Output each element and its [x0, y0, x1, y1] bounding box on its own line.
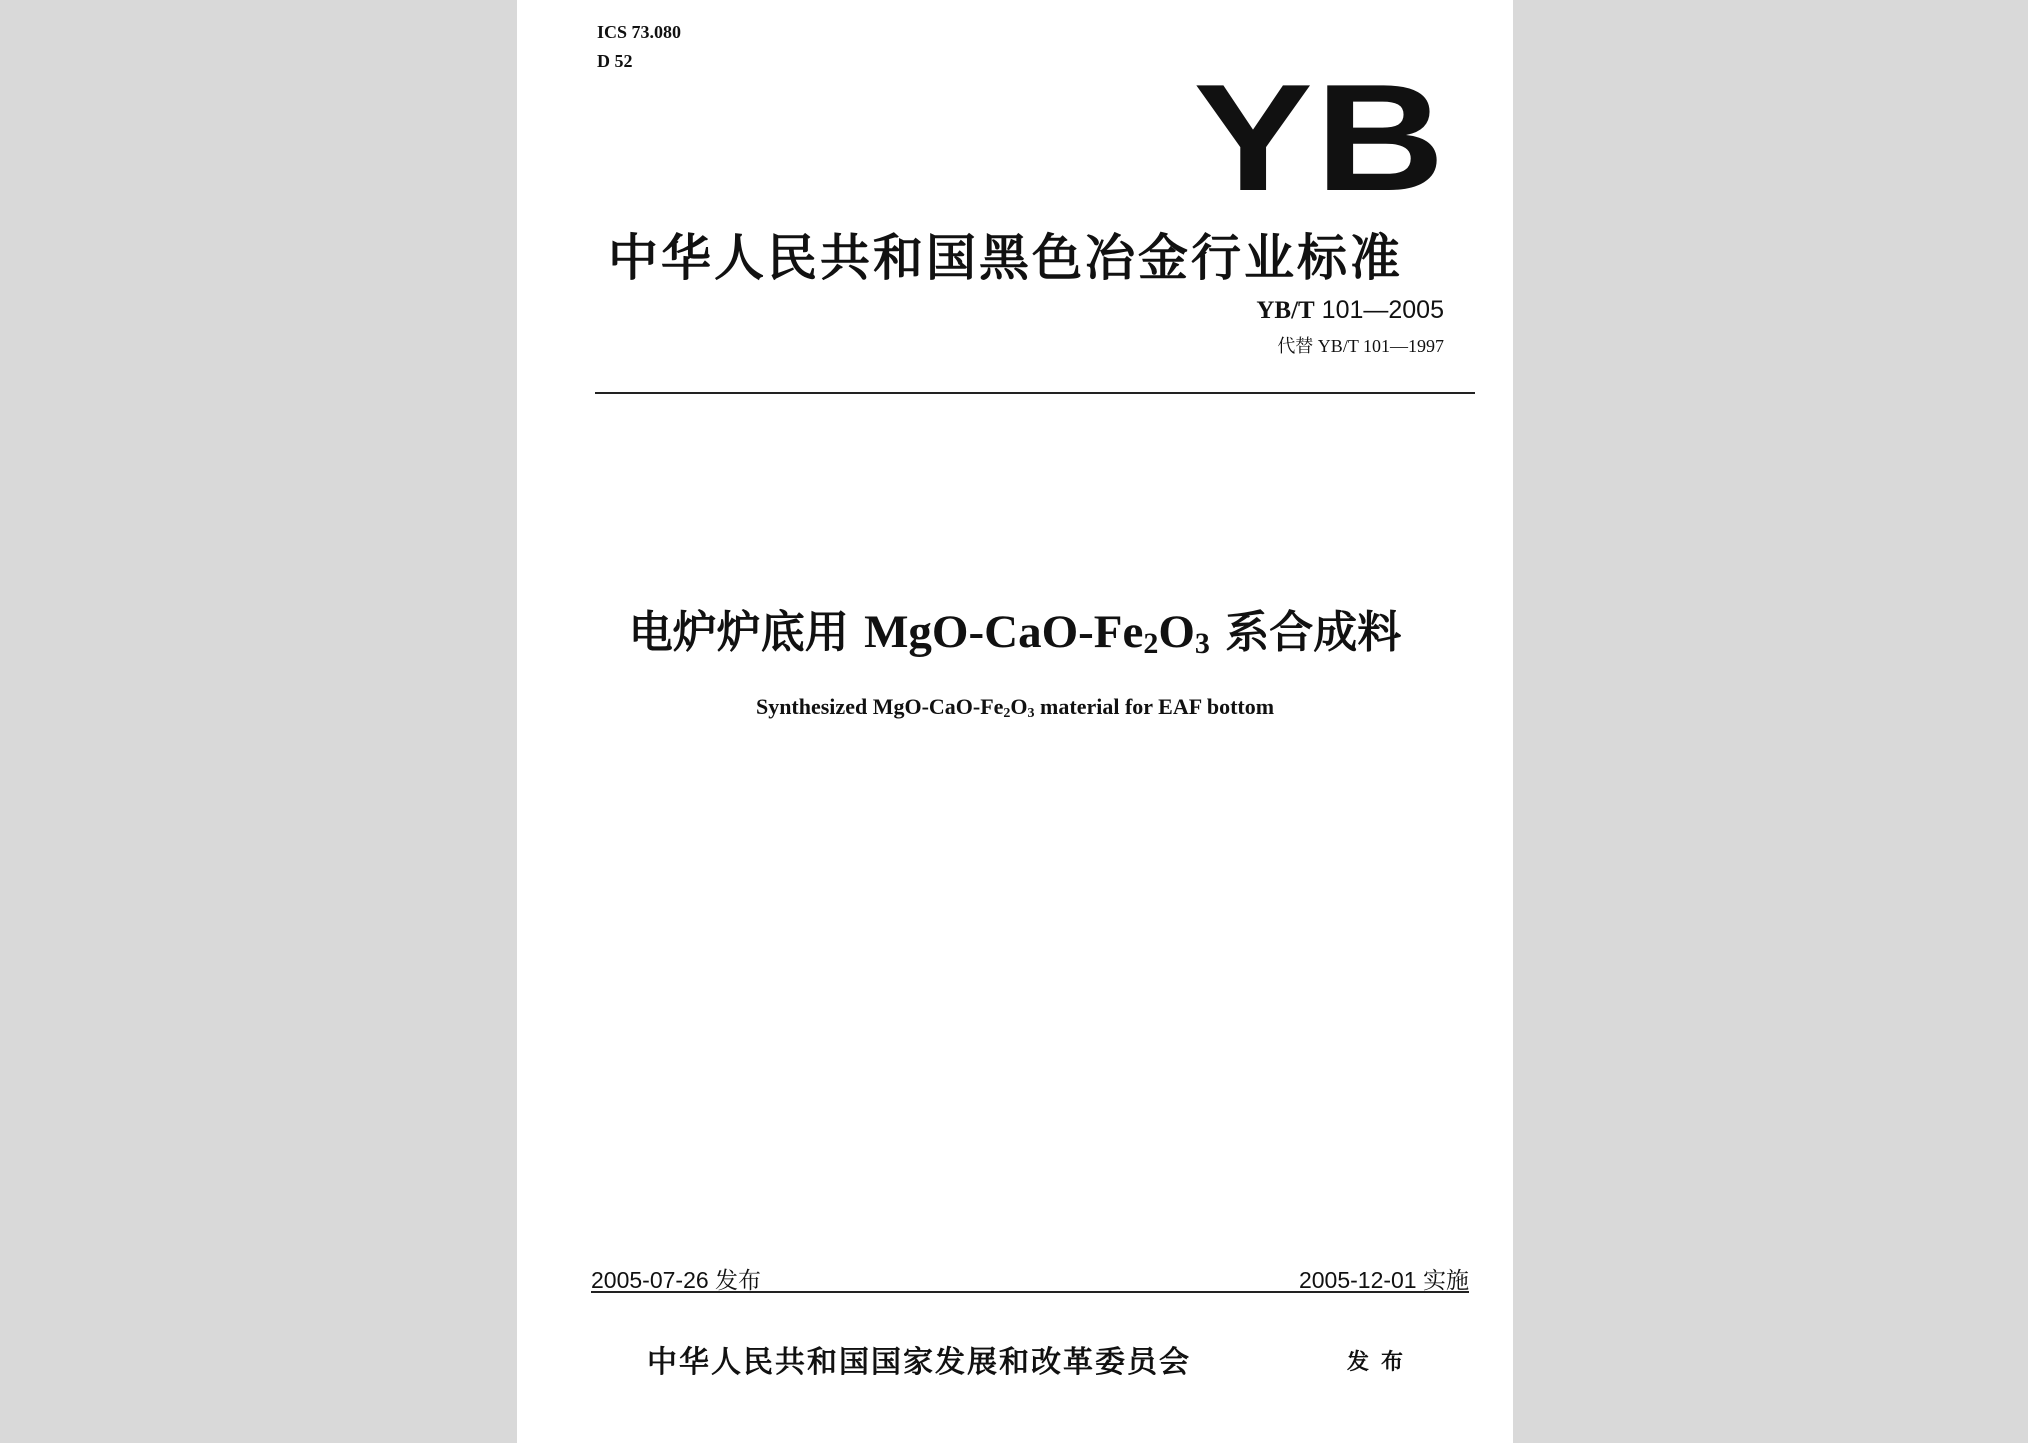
document-title-en: [517, 694, 1513, 722]
standard-number: [1256, 296, 1444, 325]
standard-category-title: 中华人民共和国黑色冶金行业标准: [608, 229, 1403, 287]
standard-number-prefix: YB/T: [1256, 297, 1315, 324]
yb-logo: YB: [1193, 53, 1447, 223]
title-cn-prefix: 电炉炉底用: [628, 607, 865, 658]
implementation-date: 2005-12-01 实施: [1298, 1267, 1469, 1293]
header-divider: [595, 392, 1475, 394]
standard-cover-page: [517, 0, 1513, 1443]
ics-code: ICS 73.080: [597, 22, 682, 42]
formula-o: O: [1158, 606, 1195, 658]
title-formula: [864, 606, 1210, 658]
formula-sub-2: 3: [1194, 627, 1210, 660]
title-en-prefix: Synthesized MgO-CaO-Fe: [755, 694, 1004, 719]
title-en-sub-2: 3: [1027, 706, 1035, 721]
issue-date: 2005-07-26 发布: [591, 1267, 762, 1293]
replaces-standard: 代替 YB/T 101—1997: [1277, 336, 1444, 356]
title-cn-suffix: 系合成料: [1209, 607, 1402, 658]
publisher-name: 中华人民共和国国家发展和改革委员会: [647, 1345, 1191, 1380]
standard-number-suffix: 101—2005: [1314, 296, 1444, 324]
title-en-suffix: material for EAF bottom: [1034, 694, 1275, 719]
publish-label: 发布: [1347, 1350, 1416, 1375]
document-title-cn: [517, 596, 1513, 661]
footer-divider: [591, 1291, 1469, 1293]
title-en-o: O: [1010, 694, 1028, 719]
ccs-code: D 52: [597, 51, 633, 71]
formula-sub-1: 2: [1143, 627, 1159, 660]
title-en-sub-1: 2: [1003, 706, 1011, 721]
formula-main: MgO-CaO-Fe: [864, 606, 1144, 658]
